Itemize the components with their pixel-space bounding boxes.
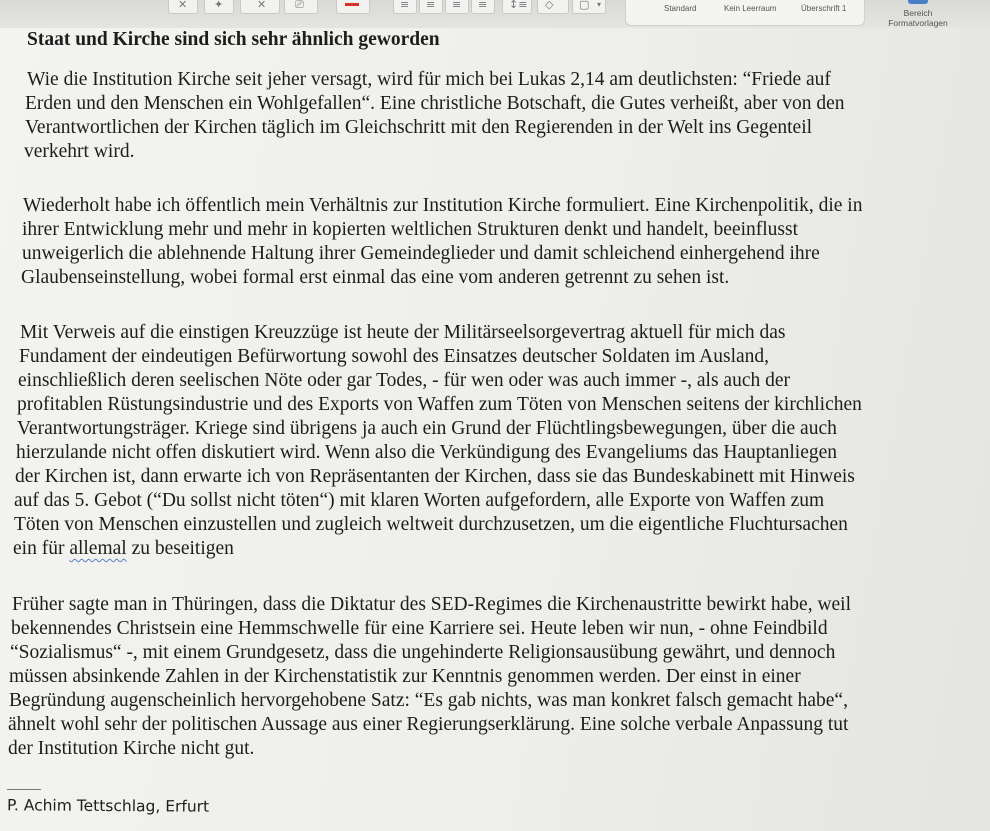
p4-line-2: bekennendes Christsein eine Hemmschwelle für eine Karriere sei. Heute leben wir nun, - ohne Feindbild (11, 618, 828, 639)
text-effects-icon: ✦ (214, 0, 224, 11)
p1-line-4: verkehrt wird. (24, 141, 135, 162)
p2-line-1: Wiederholt habe ich öffentlich mein Verhältnis zur Institution Kirche formuliert. Eine Kirchenpolitik, die in (23, 195, 863, 216)
p4-line-7: der Institution Kirche nicht gut. (8, 738, 255, 759)
spellcheck-marked-word[interactable]: allemal (69, 538, 127, 559)
p1-line-3: Verantwortlichen der Kirchen täglich im Gleichschritt mit den Regierenden in der Welt ins Gegenteil (25, 117, 813, 138)
effects-icon: ✕ (257, 0, 267, 11)
p2-line-4: Glaubenseinstellung, wobei formal erst einmal das eine vom anderen getrennt zu sehen ist. (21, 267, 730, 288)
shading-button[interactable] (537, 0, 569, 14)
document-page[interactable] (0, 28, 990, 831)
clear-format-icon: ✕ (178, 0, 188, 11)
justify-icon: ≡ (478, 0, 488, 11)
shading-icon: ◇ (545, 0, 554, 11)
p3-line-1: Mit Verweis auf die einstigen Kreuzzüge ist heute der Militärseelsorgevertrag aktuell für mich das (20, 322, 786, 343)
borders-icon: ▢ (579, 0, 590, 11)
highlight-button[interactable] (284, 0, 318, 14)
p4-line-3: “Sozialismus“ -, mit einem Grundgesetz, dass die ungehinderte Religionsausübung gewährt, und dennoch (10, 642, 836, 663)
styles-pane-icon (908, 0, 928, 4)
chevron-down-icon: ▾ (597, 0, 602, 9)
borders-button[interactable] (572, 0, 606, 14)
p3-line-10 (13, 537, 234, 561)
p3-line-9: Töten von Menschen einzustellen und zugleich weltweit durchzusetzen, um die eigentliche Fluchtursachen (14, 514, 848, 535)
style-standard[interactable]: Standard (664, 4, 697, 13)
p2-line-2: ihrer Entwicklung mehr und mehr in kopierten weltlichen Strukturen denkt und handelt, beeinflusst (22, 219, 799, 240)
text-effects-button[interactable] (204, 0, 234, 14)
p3-line-4: profitablen Rüstungsindustrie und des Exports von Waffen zum Töten von Menschen seitens der kirchlichen (17, 394, 862, 415)
align-right-icon: ≡ (452, 0, 462, 11)
p4-line-6: ähnelt wohl sehr der politischen Aussage aus einer Regierungserklärung. Eine solche verbale Anpassung tut (8, 714, 849, 735)
p4-line-5: Begründung augenscheinlich hervorgehobene Satz: “Es gab nichts, was man konkret falsch gemacht habe“, (9, 690, 848, 711)
author-signature: P. Achim Tettschlag, Erfurt (6, 796, 210, 816)
align-center-icon: ≡ (426, 0, 436, 11)
p1-line-1: Wie die Institution Kirche seit jeher versagt, wird für mich bei Lukas 2,14 am deutlichsten: “Friede auf (27, 69, 831, 90)
p3-line-6: hierzulande nicht offen diskutiert wird. Wenn also die Verkündigung des Evangeliums das Hauptanliegen (16, 442, 838, 463)
p4-line-1: Früher sagte man in Thüringen, dass die Diktatur des SED-Regimes die Kirchenaustritte bewirkt habe, weil (12, 594, 852, 615)
align-left-icon: ≡ (400, 0, 410, 11)
p2-line-3: unweigerlich die ablehnende Haltung ihrer Gemeindeglieder und damit schleichend einhergehend ihre (22, 243, 820, 264)
p3-line-2: Fundament der eindeutigen Befürwortung sowohl des Einsatzes deutscher Soldaten im Ausland, (19, 346, 770, 367)
p3-line-5: Verantwortungsträger. Kriege sind übrigens ja auch ein Grund der Flüchtlingsbewegungen, über die auch (17, 418, 837, 439)
line-spacing-icon: ↕≡ (509, 0, 528, 11)
align-left-button[interactable] (393, 0, 417, 14)
line-spacing-button[interactable] (502, 0, 532, 14)
p3-line-10-after: zu beseitigen (126, 538, 234, 559)
clear-format-button[interactable] (168, 0, 198, 14)
p3-line-8: auf das 5. Gebot (“Du sollst nicht töten“) mit klaren Worten aufgefordern, alle Exporte von Waffen zum (14, 490, 825, 511)
signature-separator (7, 789, 41, 790)
font-color-swatch (345, 3, 359, 6)
p1-line-2: Erden und den Menschen ein Wohlgefallen“. Eine christliche Botschaft, die Gutes verheißt, aber von den (25, 93, 845, 114)
styles-pane-label-line1: Bereich (903, 8, 933, 18)
style-no-spacing[interactable]: Kein Leerraum (724, 4, 777, 13)
p3-line-3: einschließlich deren seelischen Nöte oder gar Todes, - für wen oder was auch immer -, als auch der (18, 370, 791, 391)
styles-pane-label-line2: Formatvorlagen (888, 18, 948, 28)
styles-gallery (625, 0, 865, 26)
font-color-button[interactable] (336, 0, 370, 14)
p3-line-7: der Kirchen ist, dann erwarte ich von Repräsentanten der Kirchen, dass sie das Bundeskabinett mit Hinweis (15, 466, 855, 487)
align-center-button[interactable] (419, 0, 443, 14)
document-title: Staat und Kirche sind sich sehr ähnlich geworden (27, 29, 440, 50)
styles-pane-button[interactable] (878, 0, 958, 28)
p3-line-10-before: ein für (13, 538, 70, 559)
highlight-icon: ⎚ (295, 0, 304, 11)
ribbon-toolbar (0, 0, 990, 29)
styles-pane-label (878, 8, 958, 28)
align-right-button[interactable] (445, 0, 469, 14)
text-effects-button-2[interactable] (240, 0, 280, 14)
justify-button[interactable] (471, 0, 495, 14)
style-heading-1[interactable]: Überschrift 1 (801, 4, 847, 13)
p4-line-4: müssen absinkende Zahlen in der Kirchenstatistik zur Kenntnis genommen werden. Der einst in einer (9, 666, 801, 687)
